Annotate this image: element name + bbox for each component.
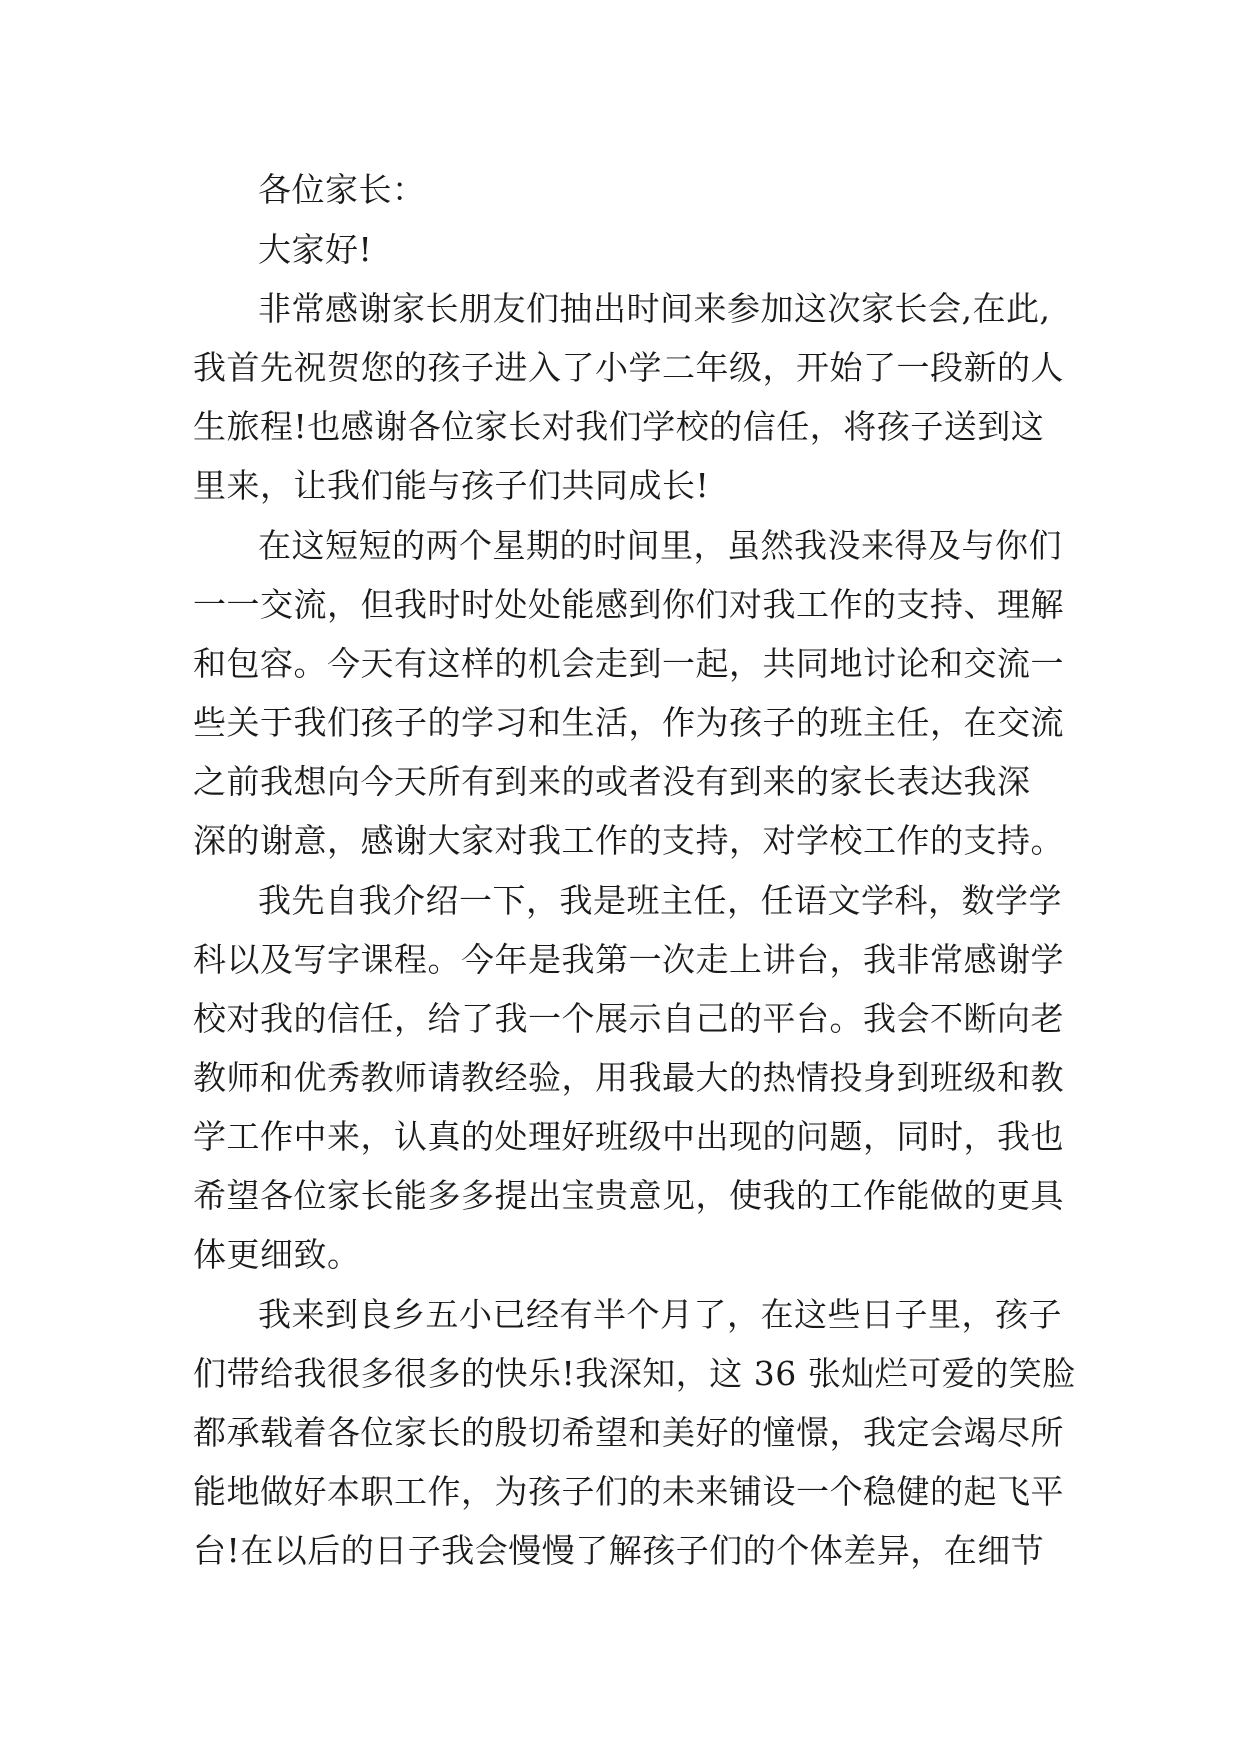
paragraph-line: 台!在以后的日子我会慢慢了解孩子们的个体差异，在细节: [193, 1531, 1045, 1570]
paragraph-line: 我来到良乡五小已经有半个月了，在这些日子里，孩子: [258, 1295, 1062, 1334]
paragraph-line: 我首先祝贺您的孩子进入了小学二年级，开始了一段新的人: [193, 348, 1064, 387]
paragraph-line: 在这短短的两个星期的时间里，虽然我没来得及与你们: [258, 526, 1062, 565]
paragraph-line: 体更细致。: [193, 1235, 361, 1274]
paragraph-line: 里来，让我们能与孩子们共同成长!: [193, 466, 710, 505]
paragraph-line: 和包容。今天有这样的机会走到一起，共同地讨论和交流一: [193, 644, 1064, 683]
paragraph-line: 们带给我很多很多的快乐!我深知，这 36 张灿烂可爱的笑脸: [193, 1354, 1076, 1393]
paragraph-line: 能地做好本职工作，为孩子们的未来铺设一个稳健的起飞平: [193, 1472, 1064, 1511]
salutation: 各位家长：: [258, 170, 426, 209]
paragraph-line: 生旅程!也感谢各位家长对我们学校的信任，将孩子送到这: [193, 407, 1045, 446]
paragraph-line: 都承载着各位家长的殷切希望和美好的憧憬，我定会竭尽所: [193, 1413, 1064, 1452]
paragraph-line: 深的谢意，感谢大家对我工作的支持，对学校工作的支持。: [193, 821, 1064, 860]
greeting: 大家好!: [258, 230, 373, 269]
paragraph-line: 学工作中来，认真的处理好班级中出现的问题，同时，我也: [193, 1117, 1064, 1156]
paragraph-line: 教师和优秀教师请教经验，用我最大的热情投身到班级和教: [193, 1058, 1064, 1097]
paragraph-line: 些关于我们孩子的学习和生活，作为孩子的班主任，在交流: [193, 703, 1064, 742]
paragraph-line: 我先自我介绍一下，我是班主任，任语文学科，数学学: [258, 881, 1062, 920]
paragraph-line: 希望各位家长能多多提出宝贵意见，使我的工作能做的更具: [193, 1176, 1064, 1215]
paragraph-line: 之前我想向今天所有到来的或者没有到来的家长表达我深: [193, 762, 1031, 801]
paragraph-line: 科以及写字课程。今年是我第一次走上讲台，我非常感谢学: [193, 940, 1064, 979]
paragraph-line: 非常感谢家长朋友们抽出时间来参加这次家长会,在此,: [258, 289, 1051, 328]
paragraph-line: 一一交流，但我时时处处能感到你们对我工作的支持、理解: [193, 585, 1064, 624]
paragraph-line: 校对我的信任，给了我一个展示自己的平台。我会不断向老: [193, 999, 1064, 1038]
